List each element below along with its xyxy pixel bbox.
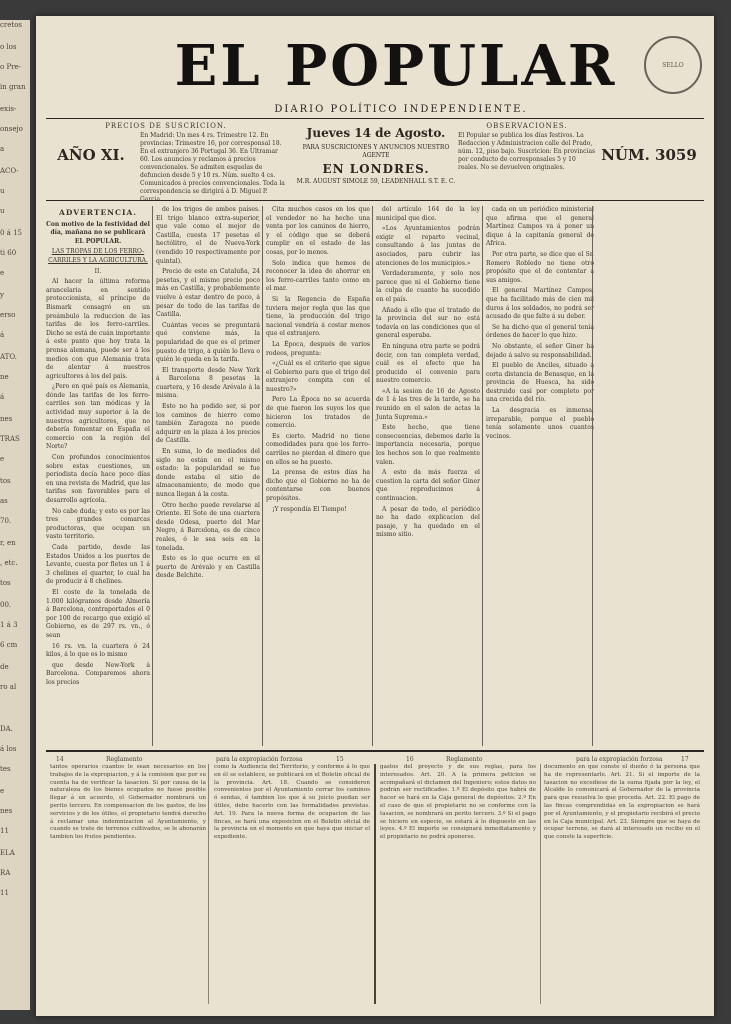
fragment-text: e (0, 269, 5, 277)
column-4-paragraphs (376, 206, 480, 540)
paragraph: La Época, después de varios rodeos, pregunta: (266, 340, 370, 357)
folletin-column: tantos operarios cuantos le sean necesarios en los trabajos de la expropiacion, y á la comision que por su cuenta ha de verificar la tasacion. Si por causa de la naturaleza de los bienes ocupados no fuese posible llegar á un acuerdo, el Gobernador nombrará un perito tercero. En compensacion de los gastos, de los servicios y de los útiles, el propietario tendrá derecho á reclamar una indemnizacion al Ayuntamiento, y cuando se trate de terrenos cultivados, se le abonarán tambien los frutos pendientes. (50, 764, 206, 841)
london-heading: EN LONDRES. (322, 162, 430, 176)
column-1 (46, 206, 150, 746)
year-label: AÑO XI. (57, 146, 125, 164)
paragraph: A esto da más fuerza el cuestion la carta del señor Giner que reproducimos á continuacion. (376, 469, 480, 502)
column-3 (266, 206, 370, 746)
observations-heading: OBSERVACIONES. (486, 122, 568, 130)
column-divider (372, 206, 373, 746)
column-5-paragraphs (486, 206, 594, 441)
page-number: 16 (406, 756, 414, 763)
paragraph: A pesar de todo, el periódico no ha dado explicacion del pasaje, y ha quedado en el mismo sitio. (376, 505, 480, 539)
fragment-text: RA (0, 869, 11, 877)
column-2 (156, 206, 260, 746)
folletin-divider (208, 764, 209, 1004)
fragment-text: a (0, 145, 5, 153)
fragment-text: DA. (0, 725, 13, 733)
paragraph: En suma, lo de mediados del siglo no están en el mismo estado: la popularidad se fue donde estaba el sitio de almacenamiento, de modo que nunca llegan á la costa. (156, 448, 260, 498)
paragraph: Precio de este en Cataluña, 24 pesetas, y el mismo precio poco más en Castilla, y probablemente vuelve á estar dentro de poco, á pesar de todo de las tarifas de Castilla. (156, 268, 260, 319)
fragment-text: ELA (0, 849, 15, 857)
fragment-text: u (0, 187, 5, 195)
paragraph: Verdaderamente, y solo nos parece que ni el Gobierno tiene la culpa de cuanto ha sucedido en el país. (376, 270, 480, 303)
fragment-text: , etc. (0, 559, 18, 567)
column-5 (486, 206, 594, 746)
paragraph: El coste de la tonelada de 1.000 kilógramos desde Almería á Barcelona, contraportados el 0 por 100 de recargo que exigió el Gobierno, es de 297 rs. vn., ó sean (46, 588, 150, 639)
london-address: M.R. AUGUST SIMOLE 59, LEADENHALL S.T. E. C. (296, 178, 456, 185)
folletin-column: como la Audiencia del Territorio, y conforme á lo que en él se establece, se publicará en el Boletin oficial de la provincia. Art. 18. Cuando se consideren convenientes por el Ayuntamiento cerrar los caminos ó sendas, ó tambien los que á su juicio puedan ser útiles, debe hacerlo con las formalidades previstas. Art. 19. Para la nueva forma de ocupacion de las fincas, se hará una exposicion en el Boletin oficial de la provincia en el momento en que haya que iniciar el expediente. (214, 764, 370, 841)
column-3-paragraphs (266, 206, 370, 514)
paragraph: Pero La Época no se acuerda de que fueron los suyos los que hicieron los tratados de comercio. (266, 396, 370, 430)
folletin-rule (46, 750, 704, 752)
fragment-text: 1 á 3 (0, 621, 18, 629)
agents-text: PARA SUSCRICIONES Y ANUNCIOS NUESTRO AGENTE (302, 144, 450, 159)
fragment-text: ne (0, 373, 9, 381)
masthead-title: EL POPULAR (174, 33, 618, 99)
fragment-text: tes (0, 765, 11, 773)
fragment-text: as (0, 497, 8, 505)
fragment-text: ti 60 (0, 249, 17, 257)
main-columns (46, 206, 704, 746)
running-header: para la expropiación forzosa (216, 756, 303, 763)
paragraph: Es cierto. Madrid no tiene comodidades para que los ferro-carriles no pierdan el dinero que en ellos se ha puesto. (266, 432, 370, 466)
fragment-text: e (0, 455, 5, 463)
paragraph: Por otra parte, se dice que el Sr. Romero Robledo no tiene otro propósito que el de contentar á sus amigos. (486, 250, 594, 284)
library-seal-icon: SELLO (644, 36, 702, 94)
running-header: Reglamento (106, 756, 143, 763)
subscription-extra: Comunicados á precios convencionales. Toda la correspondencia se dirigirá á D. Miguel P. Garcia. (140, 180, 285, 203)
paragraph: ¿Pero en qué país es Alemania, dónde las tarifas de los ferro-carriles son tan módicas y la actividad muy superior á la de nuestros agricultores, que no debería fomentar en España el comercio con la región del Norte? (46, 383, 150, 451)
ribbon-bottom-rule (46, 200, 704, 201)
fragment-text: o los (0, 43, 17, 51)
paragraph: Esto es lo que ocurre en el puerto de Arévalo y en Castilla desde Belchite. (156, 555, 260, 580)
fragment-text: cretos (0, 21, 23, 29)
observations-box (458, 122, 596, 198)
paragraph: ¡Y respondía El Tiempo! (272, 505, 347, 513)
subscription-heading: PRECIOS DE SUSCRICION. (105, 122, 227, 130)
fragment-text: á (0, 331, 5, 339)
paragraph: Otro hecho puede revelarse al Oriente. El Sote de una cuartera desde Odesa, puerto del Mar Negro, á Barcelona, es de cinco reales, ó le sea seis en la tonelada. (156, 501, 260, 552)
paragraph: El general Martínez Campos, que ha facilitado más de cien mil duros á los soldados, no podrá ser acusado de que falte á su deber. (486, 287, 594, 321)
fragment-text: de (0, 663, 9, 671)
paragraph: Este hecho, que tiene consecuencias, debemos darle la importancia necesaria, porque los hechos son lo que realmente valen. (376, 424, 480, 466)
column-divider (482, 206, 483, 746)
subscription-text: En Madrid: Un mes 4 rs. Trimestre 12. En provincias: Trimestre 16, por corresponsal 18. En el extranjero 36 Portugal 36. En Ultramar 60. Los anuncios y reclamos á precios convencionales. Se admiten esquelas de defuncion desde 5 y 10 rs. Núm. suelto 4 cs. (140, 132, 282, 179)
paragraph: «Los Ayuntamientos podrán exigir el reparto vecinal, consultando á las juntas de asociados, para cubrir las atenciones de los municipios.» (376, 225, 480, 267)
page-number: 15 (336, 756, 344, 763)
fragment-text: u (0, 207, 5, 215)
fragment-text: y (0, 291, 4, 299)
paragraph: Cita muchos casos en los que el vendedor no ha hecho una venta por los caminos de hierro, y el código que se deberá cumplir en el estado de las cosas, por lo menos. (266, 206, 370, 256)
column-divider (152, 206, 153, 746)
fragment-text: 0 á 15 (0, 229, 22, 237)
fragment-text: tos (0, 477, 11, 485)
paragraph: El pueblo de Anciles, situado á corta distancia de Benasque, en la provincia de Huesca, ha sido destruido casi por completo por una crecida del río. (486, 362, 594, 404)
fragment-text (0, 702, 30, 713)
advertencia-heading: ADVERTENCIA. (59, 208, 137, 217)
column-4 (376, 206, 480, 746)
fragment-text: e (0, 787, 5, 795)
paragraph: Al hacer la última reforma arancelaria en sentido proteccionista, el príncipe de Bismark consagró en un preámbulo la reduccion de las tarifas de los ferro-carriles. Dicho se está de cuán importante á este punto que hoy trata la prensa alemana, puede ser á los medios con que Alemania trata de alentar á nuestros agricultores á los del país. (46, 278, 150, 380)
paragraph: Si la Regencia de España tuviera mejor regla que las que tiene, la producción del trigo nacional vendría á costar menos que el extranjero. (266, 295, 370, 338)
issue-date: Jueves 14 de Agosto. (306, 126, 446, 140)
paragraph: El transporte desde New York á Barcelona 8 pesetas la cuartera, y 16 desde Arévalo á la misma. (156, 366, 260, 400)
page-number: 17 (681, 756, 689, 763)
running-header: Reglamento (446, 756, 483, 763)
fragment-text: 00. (0, 601, 12, 609)
advertencia-text: Con motivo de la festividad del día, mañana no se publicará EL POPULAR. (46, 220, 150, 245)
fragment-text: erso (0, 311, 16, 319)
folletin-divider (540, 764, 541, 1004)
paragraph: «¿Cuál es el criterio que sigue el Gobierno para que el trigo del extranjero compita con el nuestro?» (266, 360, 370, 393)
column-divider (592, 206, 593, 746)
paragraph: que desde New-York á Barcelona. Comparemos ahora los precios (46, 661, 150, 686)
running-header: para la expropiación forzosa (576, 756, 663, 763)
paragraph: Se ha dicho que el general tenía órdenes de hacer lo que hizo. (486, 323, 594, 340)
paragraph: La prensa de estos días ha dicho que el Gobierno no ha de contentarse con buenos propósitos. (266, 469, 370, 502)
folletin-divider (374, 764, 376, 1004)
fragment-text: ATO. (0, 353, 17, 361)
paragraph: Añado á ello que el tratado de la provincia del sur no está todavía en las condiciones que el general esperaba. (376, 306, 480, 340)
fragment-text: exis- (0, 105, 17, 113)
column-2-paragraphs (156, 206, 260, 581)
masthead-subtitle: DIARIO POLÍTICO INDEPENDIENTE. (274, 104, 528, 115)
paragraph: La desgracia es inmensa, irreparable, porque el pueblo tenía solamente unos cuantos vecinos. (486, 407, 594, 440)
page-number: 14 (56, 756, 64, 763)
fragment-text: TRAS (0, 435, 20, 443)
paragraph: Solo indica que hemos de reconocer la idea de ahorrar en los ferro-carriles tanto como en el mar. (266, 259, 370, 293)
fragment-text: onsejo (0, 125, 23, 133)
fragment-text: ACO- (0, 167, 19, 175)
newspaper-page (36, 16, 714, 1016)
folletin-column: gastos del proyecto y de sus reglas, para los interesados. Art. 20. A la primera peticion se acompañará el dictamen del Ingeniero; estos datos no podrán ser rectificados. 1.º El depósito que habrá de hacer se hará en la Caja general de depósitos. 2.º En el caso de que el propietario no se conforme con la tasacion, se nombrará un perito tercero. 3.º Si el pago se hiciere en especie, se estará á lo dispuesto en las leyes. 4.º El importe se consignará inmediatamente y el propietario no podrá oponerse. (380, 764, 536, 841)
top-rule (46, 118, 704, 119)
fragment-text: á los (0, 745, 17, 753)
paragraph: cada en un periódico ministerial que afirma que el general Martínez Campos va á poner un dique á la capitanía general de Africa. (486, 206, 594, 248)
column-divider (262, 206, 263, 746)
paragraph: 16 rs. vn. la cuartera ó 24 kilos, á lo que es lo mismo (46, 642, 150, 659)
fragment-text: nes (0, 415, 13, 423)
article-subhead: LAS TROPAS DE LOS FERRO-CARRILES Y LA AGRICULTURA. (48, 248, 148, 264)
fragment-text: ro al (0, 683, 17, 691)
paragraph: No obstante, el señor Giner ha dejado á salvo su responsabilidad. (486, 342, 594, 359)
paragraph: de los trigos de ambos países. El trigo blanco extra-superior, que vale como el mejor de Castilla, cuesta 17 pesetas el hectólitro, el de Nueva-York (vendido 10 respectivamente por quintal). (156, 206, 260, 265)
paragraph: Cada partido, desde las Estados Unidos a los puertos de Levante, cuesta por fletes un 1 á 3 chelines el quarter, lo cual ha de producir á 8 chelines. (46, 543, 150, 586)
paragraph: del artículo 164 de la ley municipal que dice. (376, 206, 480, 222)
fragment-text: o Pre- (0, 63, 22, 71)
paragraph: Cuántas veces se preguntará qué conviene más, la popularidad de que es el primer puesto de trigo, á quién lo lleva o quién le queda en la tarifa. (156, 321, 260, 364)
observations-text: El Popular se publica los días festivos. La Redaccion y Administracion calle del Prado, núm. 12, piso bajo. Suscricion: En provincias por conducto de corresponsales 5 y 10 reales. No se devuelven originales. (458, 132, 596, 171)
fragment-text: nes (0, 807, 13, 815)
paragraph: No cabe duda; y esto es por las tres grandes comarcas productoras, que ocupan un vasto territorio. (46, 507, 150, 541)
paragraph: Con profundos conocimientos sobre estas cuestiones, un periodista decía hace poco días en una revista de Madrid, que las tarifas son favorables para el desarrollo agrícola. (46, 454, 150, 504)
paragraph: Esto no ha podido ser, si por los caminos de hierro como también Zaragoza no puede adquirir en la plaza á los precios de Castilla. (156, 403, 260, 445)
fragment-text: 11 (0, 889, 9, 897)
fragment-text: 6 cm (0, 641, 18, 649)
issue-number: NÚM. 3059 (601, 146, 697, 164)
fragment-text: 11 (0, 827, 9, 835)
fragment-text: tos (0, 579, 11, 587)
previous-page-edge (0, 20, 30, 1010)
paragraph: En ninguna otra parte se podrá decir, con tan completa verdad, cuál es el efecto que ha producido el convenio para nuestro comercio. (376, 342, 480, 385)
fragment-text: á (0, 393, 5, 401)
fragment-text: 70. (0, 517, 12, 525)
folletin-column: documento en que conste el dueño ó la persona que ha de representarle. Art. 21. Si el importe de la tasacion no excediese de la suma fijada por la ley, el Alcalde lo comunicará al Gobernador de la provincia para que resuelva lo que proceda. Art. 22. El pago de las fincas comprendidas en la expropiacion se hará por el Ayuntamiento, y el propietario recibirá el precio en la Caja municipal. Art. 23. Siempre que se haya de ocupar terreno, se dará al interesado un recibo en el que conste la superficie. (544, 764, 700, 841)
article-section-number: II. (94, 267, 102, 275)
fragment-text: r, en (0, 539, 16, 547)
header-ribbon (46, 122, 704, 203)
fragment-text: in gran (0, 83, 26, 91)
paragraph: «A la sesion de 16 de Agosto de 1 á las tres de la tarde, se ha reunido en el salon de actas la Junta Suprema.» (376, 387, 480, 421)
column-1-paragraphs (46, 278, 150, 687)
